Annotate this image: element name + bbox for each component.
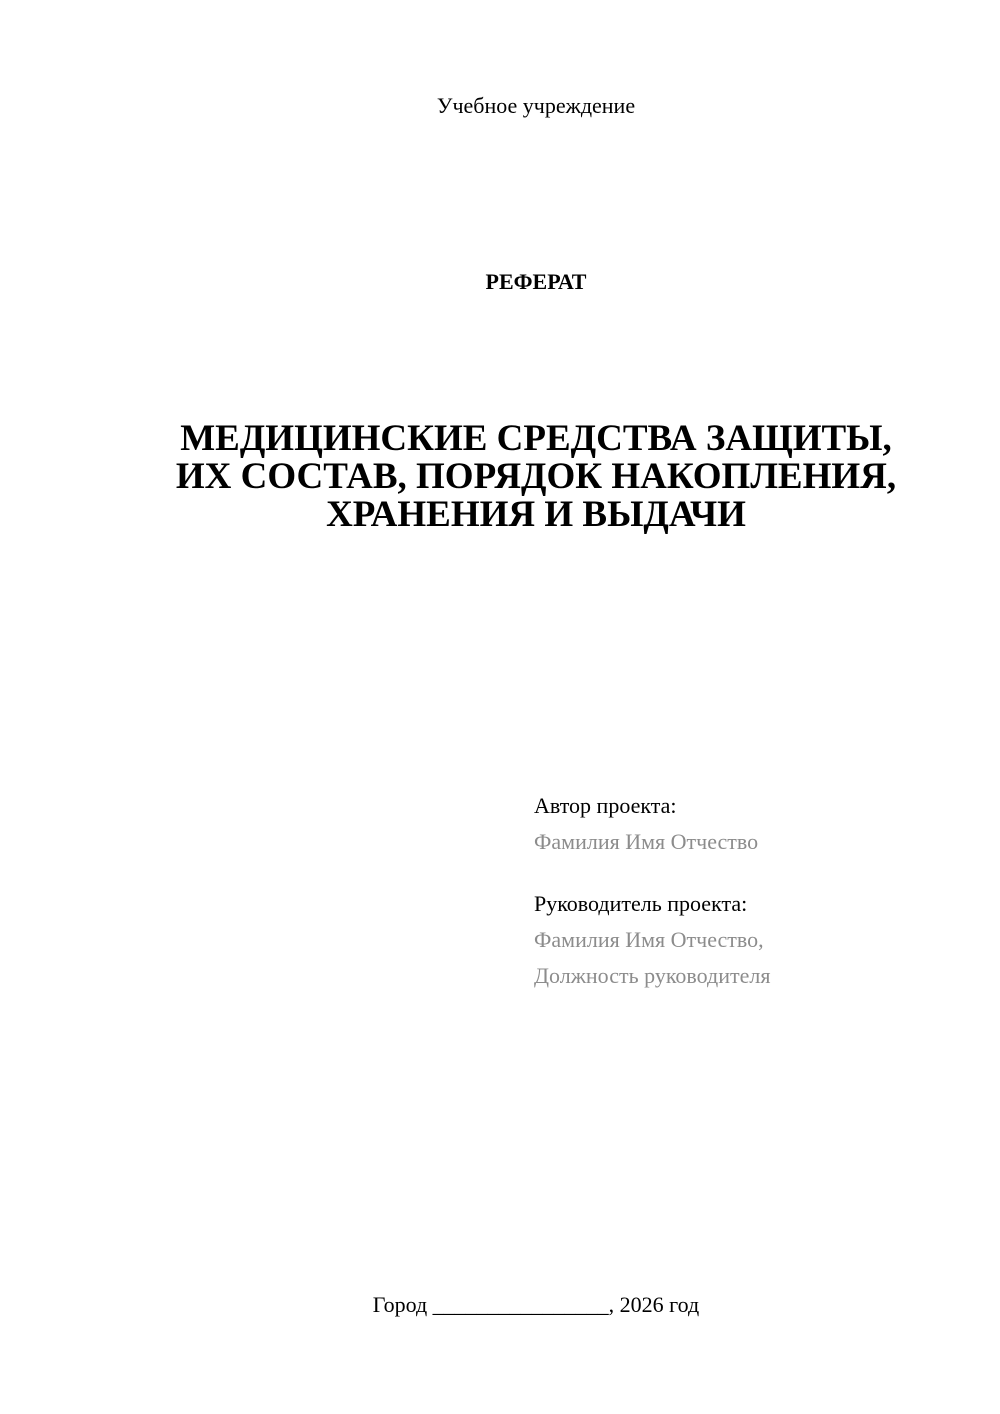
institution-name: Учебное учреждение: [436, 93, 636, 118]
supervisor-label: Руководитель проекта:: [534, 891, 748, 916]
title-line-2: ИХ СОСТАВ, ПОРЯДОК НАКОПЛЕНИЯ,: [175, 456, 897, 497]
authors-spacer: [534, 860, 974, 886]
title-line-1: МЕДИЦИНСКИЕ СРЕДСТВА ЗАЩИТЫ,: [180, 418, 892, 459]
author-name: Фамилия Имя Отчество: [534, 829, 759, 854]
page-title: [140, 420, 932, 534]
authors-block: [534, 788, 974, 994]
title-line-3: ХРАНЕНИЯ И ВЫДАЧИ: [326, 494, 746, 535]
supervisor-position: Должность руководителя: [534, 963, 771, 988]
supervisor-name: Фамилия Имя Отчество,: [534, 927, 764, 952]
document-type: РЕФЕРАТ: [485, 269, 587, 294]
author-label: Автор проекта:: [534, 793, 677, 818]
city-year-line: Город ________________, 2026 год: [372, 1292, 700, 1317]
